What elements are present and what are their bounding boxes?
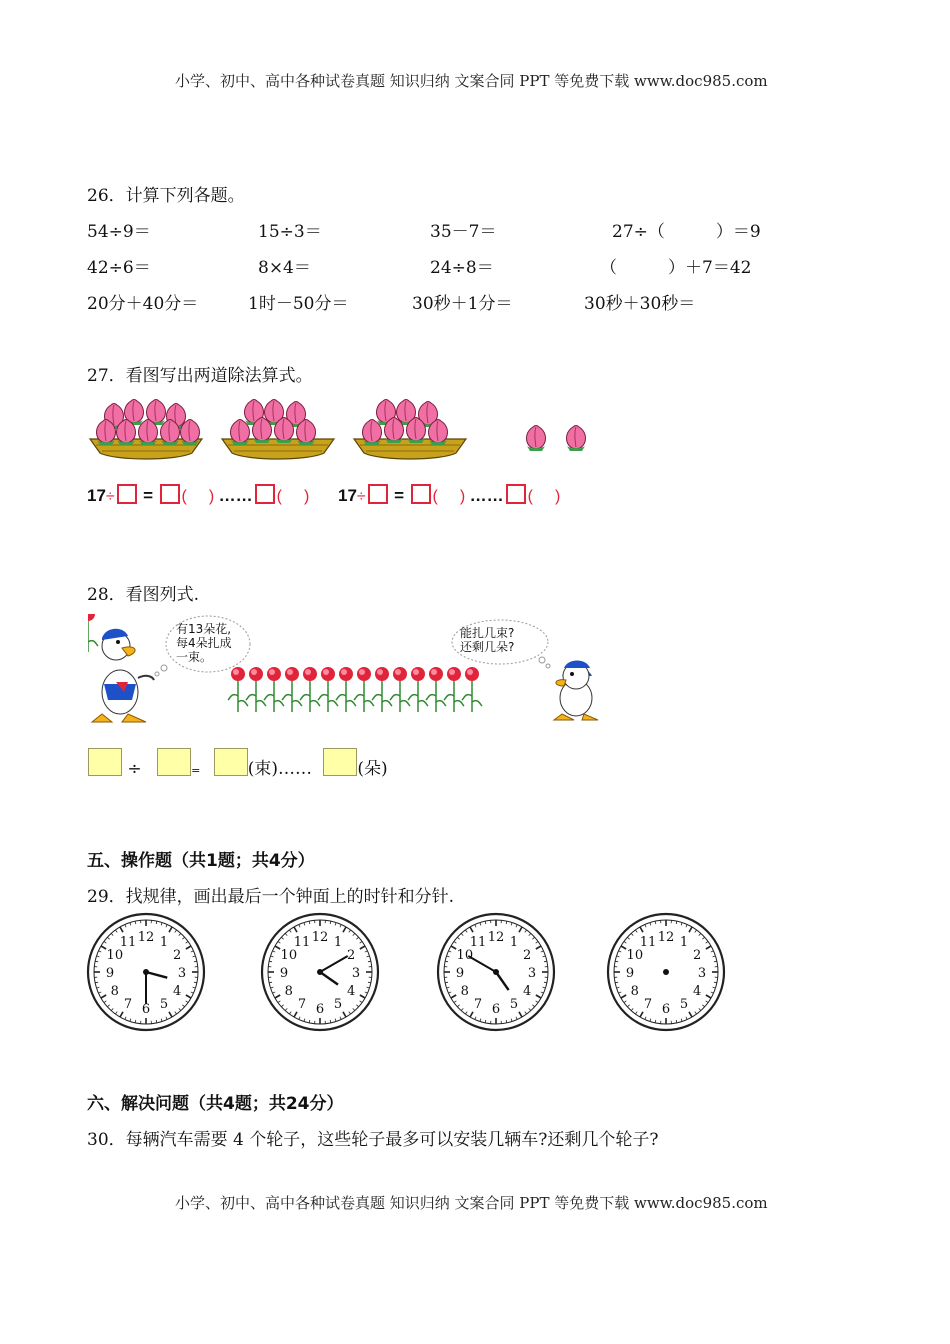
clock-number: 2 <box>347 948 356 963</box>
clock-number: 10 <box>280 948 298 963</box>
q26-r2-c4: （ ）＋7＝42 <box>600 258 752 278</box>
clock-face <box>608 914 724 1030</box>
clock-number: 7 <box>123 997 133 1013</box>
clock-number: 11 <box>119 934 137 950</box>
unit-flowers: (朵) <box>357 759 388 779</box>
clock-number: 9 <box>625 966 635 981</box>
paren-open: ( <box>181 488 187 505</box>
basket-2 <box>222 400 334 460</box>
dividend-1: 17 <box>87 486 106 505</box>
dividend-2: 17 <box>338 486 357 505</box>
question-30-title: 30．每辆汽车需要 4 个轮子，这些轮子最多可以安装几辆车?还剩几个轮子? <box>87 1130 659 1150</box>
section-5-title: 五、操作题（共1题；共4分） <box>87 851 315 871</box>
clock-number: 4 <box>693 984 702 999</box>
q26-r2-c3: 24÷8＝ <box>430 258 494 278</box>
clock-number: 9 <box>279 966 289 981</box>
answer-box[interactable] <box>160 484 180 504</box>
clock-number: 7 <box>473 997 483 1013</box>
clock-number: 9 <box>105 966 115 981</box>
clock-number: 3 <box>351 966 361 981</box>
bubble-line: 有13朵花, <box>176 622 232 636</box>
clock-number: 1 <box>679 934 689 950</box>
paren-close: ) <box>459 488 466 505</box>
clock-number: 6 <box>315 1002 325 1017</box>
clock-number: 10 <box>626 948 644 963</box>
bubble-line: 还剩几朵? <box>460 640 515 654</box>
remainder-dots: …… <box>218 486 253 505</box>
q26-r2-c2: 8×4＝ <box>258 258 311 278</box>
clock-number: 2 <box>523 948 532 963</box>
clock-number: 3 <box>527 966 537 981</box>
clock-number: 12 <box>487 930 505 945</box>
clock-number: 4 <box>173 984 182 999</box>
clock-face <box>88 914 204 1030</box>
clock-number: 1 <box>159 934 169 950</box>
q27-equation-1 <box>87 484 309 506</box>
question-29-title: 29．找规律，画出最后一个钟面上的时针和分针. <box>87 887 455 907</box>
div-sign: ÷ <box>127 759 142 779</box>
clock-number: 6 <box>141 1002 151 1017</box>
left-duck-character <box>92 629 154 722</box>
q26-r2-c1: 42÷6＝ <box>87 258 151 278</box>
clock-number: 12 <box>657 930 675 945</box>
clock-number: 8 <box>460 984 469 999</box>
basket-1 <box>90 400 202 460</box>
clock-number: 11 <box>639 934 657 950</box>
remainder-answer-box[interactable] <box>323 748 357 776</box>
clock-face <box>262 914 378 1030</box>
clock-number: 5 <box>679 997 689 1013</box>
right-duck-character <box>554 661 598 721</box>
clock-number: 7 <box>643 997 653 1013</box>
clock-number: 9 <box>455 966 465 981</box>
clock-number: 2 <box>693 948 702 963</box>
clock-number: 3 <box>177 966 187 981</box>
bubble-line: 每4朵扎成 <box>176 636 232 650</box>
clock-number: 8 <box>110 984 119 999</box>
clock-number: 11 <box>293 934 311 950</box>
q26-r1-c4: 27÷（ ）＝9 <box>612 222 761 242</box>
clock-center <box>317 969 323 975</box>
q26-r3-c1: 20分＋40分＝ <box>87 294 199 314</box>
clock-face <box>438 914 554 1030</box>
question-27-title: 27．看图写出两道除法算式。 <box>87 366 313 386</box>
div-sign-2: ÷ <box>356 488 366 505</box>
q27-equation-2 <box>338 484 560 506</box>
clock-number: 12 <box>311 930 329 945</box>
q26-r3-c3: 30秒＋1分＝ <box>412 294 513 314</box>
basket-3 <box>354 400 466 460</box>
paren-close: ) <box>554 488 561 505</box>
clock-row <box>86 912 736 1036</box>
equals-2: = <box>394 486 405 505</box>
clock-number: 12 <box>137 930 155 945</box>
quotient-answer-box[interactable] <box>214 748 248 776</box>
bubble-line: 能扎几束? <box>460 626 515 640</box>
page-header: 小学、初中、高中各种试卷真题 知识归纳 文案合同 PPT 等免费下载 www.doc985.com <box>175 72 768 90</box>
clock-number: 10 <box>106 948 124 963</box>
q26-r1-c2: 15÷3＝ <box>258 222 322 242</box>
clock-number: 6 <box>661 1002 671 1017</box>
clock-center <box>663 969 669 975</box>
equals-sign: = <box>191 764 201 777</box>
page-footer: 小学、初中、高中各种试卷真题 知识归纳 文案合同 PPT 等免费下载 www.doc985.com <box>175 1194 768 1212</box>
answer-box[interactable] <box>117 484 137 504</box>
clock-number: 1 <box>509 934 519 950</box>
peach-baskets-illustration <box>88 395 608 465</box>
clock-number: 1 <box>333 934 343 950</box>
question-28-title: 28．看图列式. <box>87 585 200 605</box>
equals-1: = <box>143 486 154 505</box>
paren-open: ( <box>276 488 282 505</box>
remainder-dots: …… <box>469 486 504 505</box>
answer-box[interactable] <box>255 484 275 504</box>
clock-number: 6 <box>491 1002 501 1017</box>
clock-number: 5 <box>159 997 169 1013</box>
q26-r1-c3: 35－7＝ <box>430 222 497 242</box>
clock-number: 8 <box>284 984 293 999</box>
bubble-line: 一束。 <box>176 650 213 664</box>
answer-box[interactable] <box>411 484 431 504</box>
clock-center <box>493 969 499 975</box>
left-bubble-text <box>176 622 232 664</box>
clock-number: 5 <box>333 997 343 1013</box>
answer-box[interactable] <box>368 484 388 504</box>
clock-center <box>143 969 149 975</box>
paren-close: ) <box>208 488 215 505</box>
clock-number: 4 <box>523 984 532 999</box>
flower-row <box>88 614 482 729</box>
paren-close: ) <box>303 488 310 505</box>
clock-number: 4 <box>347 984 356 999</box>
div-sign-1: ÷ <box>105 488 115 505</box>
right-bubble-text <box>460 626 514 654</box>
divisor-answer-box[interactable] <box>157 748 191 776</box>
question-26-title: 26．计算下列各题。 <box>87 186 245 206</box>
clock-number: 10 <box>456 948 474 963</box>
loose-peaches <box>527 426 586 452</box>
clock-number: 5 <box>509 997 519 1013</box>
q26-r3-c4: 30秒＋30秒＝ <box>584 294 696 314</box>
q28-equation <box>88 748 388 779</box>
clock-number: 8 <box>630 984 639 999</box>
dividend-answer-box[interactable] <box>88 748 122 776</box>
q26-r1-c1: 54÷9＝ <box>87 222 151 242</box>
q26-r3-c2: 1时－50分＝ <box>248 294 349 314</box>
duck-flowers-illustration <box>88 614 608 729</box>
clock-number: 2 <box>173 948 182 963</box>
paren-open: ( <box>527 488 533 505</box>
clock-number: 11 <box>469 934 487 950</box>
paren-open: ( <box>432 488 438 505</box>
answer-box[interactable] <box>506 484 526 504</box>
section-6-title: 六、解决问题（共4题；共24分） <box>87 1094 344 1114</box>
unit-bundles: (束)…… <box>247 759 312 779</box>
clock-number: 3 <box>697 966 707 981</box>
clock-number: 7 <box>297 997 307 1013</box>
